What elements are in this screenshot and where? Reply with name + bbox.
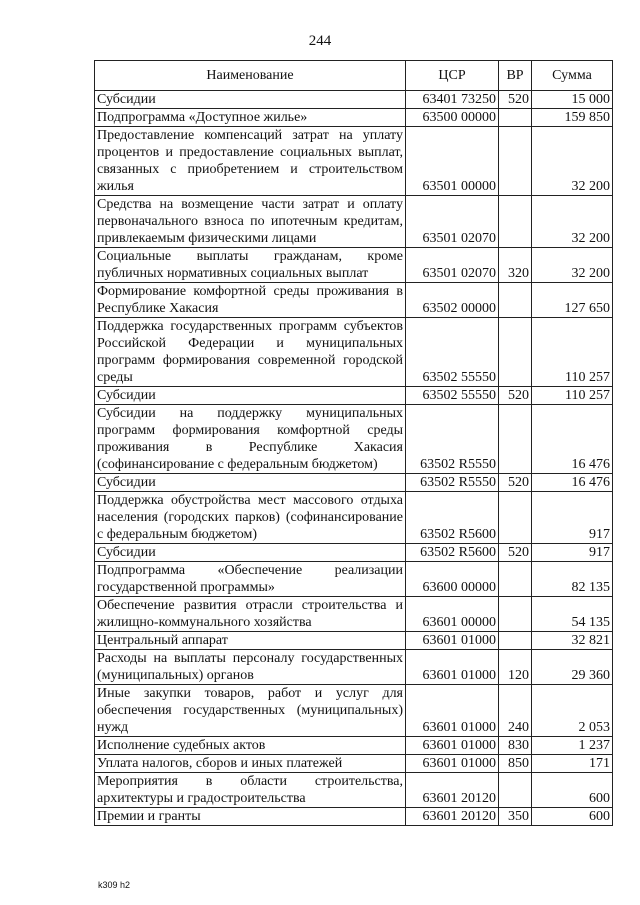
cell-name: Уплата налогов, сборов и иных платежей [95, 755, 406, 773]
cell-name: Формирование комфортной среды проживания в Республике Хакасия [95, 283, 406, 318]
cell-vr: 520 [499, 91, 532, 109]
table-row [95, 196, 613, 248]
table-row [95, 737, 613, 755]
cell-vr [499, 196, 532, 248]
cell-sum: 159 850 [532, 109, 613, 127]
cell-csr: 63601 01000 [406, 737, 499, 755]
cell-csr: 63502 R5600 [406, 544, 499, 562]
cell-name: Расходы на выплаты персоналу государственных (муниципальных) органов [95, 650, 406, 685]
table-row [95, 650, 613, 685]
cell-csr: 63601 00000 [406, 597, 499, 632]
cell-csr: 63600 00000 [406, 562, 499, 597]
budget-table [94, 60, 613, 826]
table-row [95, 318, 613, 387]
cell-sum: 29 360 [532, 650, 613, 685]
cell-vr [499, 283, 532, 318]
table-header-row [95, 61, 613, 91]
table-row [95, 597, 613, 632]
cell-csr: 63601 20120 [406, 773, 499, 808]
cell-csr: 63601 01000 [406, 755, 499, 773]
cell-sum: 110 257 [532, 387, 613, 405]
cell-name: Предоставление компенсаций затрат на уплату процентов и предоставление социальных выплат, связанных с приобретением и строительством жилья [95, 127, 406, 196]
cell-csr: 63500 00000 [406, 109, 499, 127]
cell-sum: 82 135 [532, 562, 613, 597]
cell-csr: 63502 R5550 [406, 474, 499, 492]
cell-vr [499, 492, 532, 544]
cell-sum: 1 237 [532, 737, 613, 755]
cell-vr: 320 [499, 248, 532, 283]
cell-csr: 63501 02070 [406, 248, 499, 283]
cell-name: Премии и гранты [95, 808, 406, 826]
cell-vr: 240 [499, 685, 532, 737]
cell-sum: 15 000 [532, 91, 613, 109]
cell-name: Субсидии [95, 91, 406, 109]
page-number: 244 [308, 33, 332, 49]
cell-csr: 63601 01000 [406, 632, 499, 650]
cell-sum: 917 [532, 544, 613, 562]
cell-sum: 171 [532, 755, 613, 773]
cell-sum: 32 200 [532, 127, 613, 196]
table-row [95, 109, 613, 127]
table-row [95, 773, 613, 808]
footer-code: k309 h2 [98, 880, 131, 890]
cell-csr: 63401 73250 [406, 91, 499, 109]
header-csr: ЦСР [406, 61, 499, 91]
header-name: Наименование [95, 61, 406, 91]
cell-sum: 16 476 [532, 405, 613, 474]
cell-csr: 63502 55550 [406, 387, 499, 405]
cell-name: Подпрограмма «Доступное жилье» [95, 109, 406, 127]
header-sum: Сумма [532, 61, 613, 91]
cell-csr: 63601 01000 [406, 685, 499, 737]
cell-name: Поддержка обустройства мест массового отдыха населения (городских парков) (софинансирование с федеральным бюджетом) [95, 492, 406, 544]
cell-name: Исполнение судебных актов [95, 737, 406, 755]
cell-csr: 63501 00000 [406, 127, 499, 196]
table-row [95, 492, 613, 544]
cell-csr: 63502 00000 [406, 283, 499, 318]
cell-name: Субсидии на поддержку муниципальных программ формирования комфортной среды проживания в Республике Хакасия (софинансирование с федеральным бюджетом) [95, 405, 406, 474]
cell-sum: 127 650 [532, 283, 613, 318]
table-row [95, 562, 613, 597]
cell-name: Поддержка государственных программ субъектов Российской Федерации и муниципальных программ формирования современной городской среды [95, 318, 406, 387]
table-row [95, 755, 613, 773]
cell-name: Субсидии [95, 474, 406, 492]
table-row [95, 405, 613, 474]
table-row [95, 544, 613, 562]
cell-sum: 917 [532, 492, 613, 544]
cell-sum: 2 053 [532, 685, 613, 737]
cell-sum: 32 200 [532, 248, 613, 283]
cell-vr [499, 597, 532, 632]
cell-name: Средства на возмещение части затрат и оплату первоначального взноса по ипотечным кредитам, привлекаемым физическими лицами [95, 196, 406, 248]
cell-name: Мероприятия в области строительства, архитектуры и градостроительства [95, 773, 406, 808]
cell-vr [499, 562, 532, 597]
cell-vr [499, 127, 532, 196]
cell-vr [499, 318, 532, 387]
cell-sum: 600 [532, 808, 613, 826]
table-row [95, 127, 613, 196]
cell-csr: 63601 20120 [406, 808, 499, 826]
cell-sum: 16 476 [532, 474, 613, 492]
cell-vr: 350 [499, 808, 532, 826]
cell-csr: 63502 R5550 [406, 405, 499, 474]
cell-sum: 54 135 [532, 597, 613, 632]
header-vr: ВР [499, 61, 532, 91]
cell-vr: 520 [499, 387, 532, 405]
cell-vr: 830 [499, 737, 532, 755]
cell-name: Субсидии [95, 544, 406, 562]
cell-vr [499, 405, 532, 474]
cell-csr: 63502 55550 [406, 318, 499, 387]
table-row [95, 808, 613, 826]
cell-csr: 63601 01000 [406, 650, 499, 685]
cell-vr [499, 109, 532, 127]
table-row [95, 387, 613, 405]
table-row [95, 248, 613, 283]
cell-sum: 32 200 [532, 196, 613, 248]
cell-vr [499, 773, 532, 808]
cell-vr [499, 632, 532, 650]
table-row [95, 632, 613, 650]
cell-name: Субсидии [95, 387, 406, 405]
table-row [95, 685, 613, 737]
table-row [95, 474, 613, 492]
cell-name: Центральный аппарат [95, 632, 406, 650]
table-row [95, 91, 613, 109]
cell-name: Подпрограмма «Обеспечение реализации государственной программы» [95, 562, 406, 597]
cell-vr: 120 [499, 650, 532, 685]
cell-vr: 520 [499, 474, 532, 492]
cell-name: Иные закупки товаров, работ и услуг для обеспечения государственных (муниципальных) нужд [95, 685, 406, 737]
cell-name: Социальные выплаты гражданам, кроме публичных нормативных социальных выплат [95, 248, 406, 283]
cell-sum: 600 [532, 773, 613, 808]
cell-vr: 520 [499, 544, 532, 562]
table-row [95, 283, 613, 318]
cell-csr: 63501 02070 [406, 196, 499, 248]
cell-sum: 110 257 [532, 318, 613, 387]
cell-vr: 850 [499, 755, 532, 773]
cell-name: Обеспечение развития отрасли строительства и жилищно-коммунального хозяйства [95, 597, 406, 632]
cell-sum: 32 821 [532, 632, 613, 650]
cell-csr: 63502 R5600 [406, 492, 499, 544]
